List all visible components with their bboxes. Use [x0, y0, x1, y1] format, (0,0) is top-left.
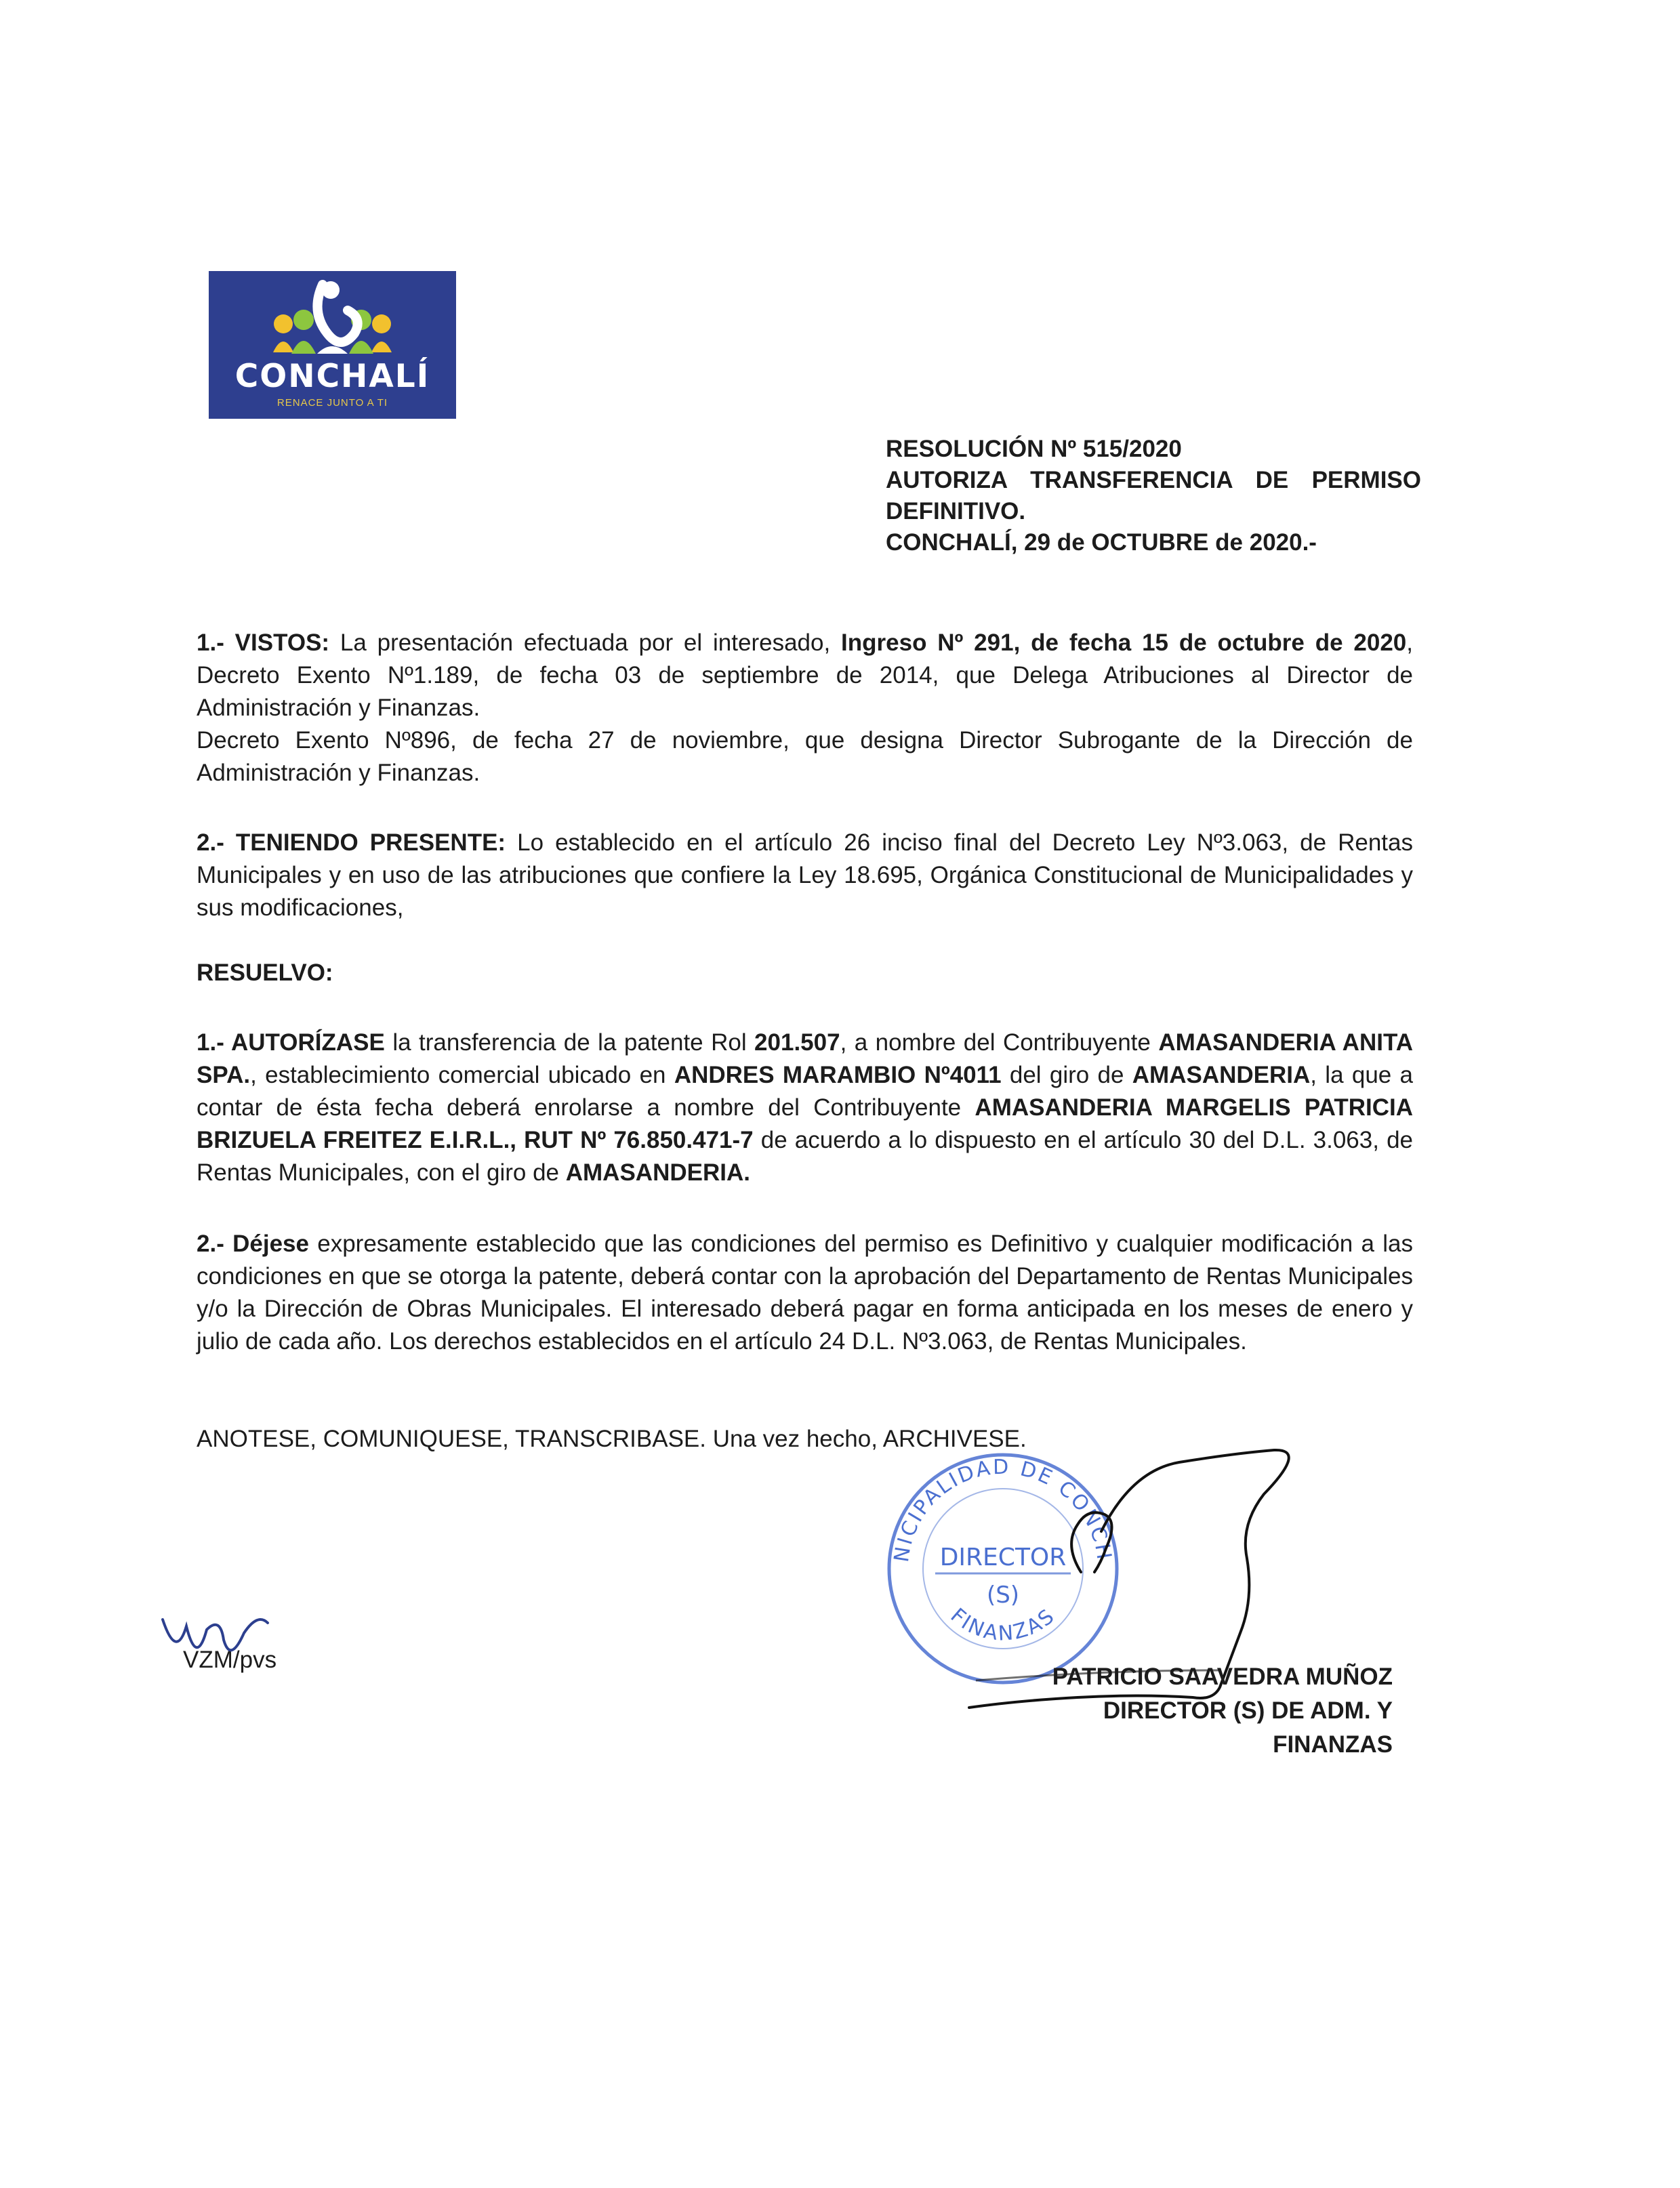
giro-destino: AMASANDERIA. [565, 1159, 750, 1186]
closing-line: ANOTESE, COMUNIQUESE, TRANSCRIBASE. Una vez hecho, ARCHIVESE. [197, 1426, 1027, 1452]
resolution-header [886, 434, 1421, 558]
signer-block [986, 1660, 1393, 1762]
section-vistos [197, 627, 1413, 789]
dejese-label: 2.- Déjese [197, 1231, 309, 1257]
contribuyente-destino: AMASANDERIA MARGELIS PATRICIA BRIZUELA FREITEZ E.I.R.L., RUT Nº 76.850.471-7 [197, 1094, 1413, 1153]
direccion-comercial: ANDRES MARAMBIO Nº4011 [674, 1062, 1002, 1088]
stamp-ring-text: NICIPALIDAD DE CONCH [889, 1455, 1116, 1564]
initials [183, 1647, 276, 1674]
dejese-text: expresamente establecido que las condiciones del permiso es Definitivo y cualquier modificación a las condiciones en que se otorga la patente, deberá contar con la aprobación del Departamento de Rentas Municipales y/o la Dirección de Obras Municipales. El interesado deberá pagar en forma anticipada en los meses de enero y julio de cada año. Los derechos establecidos en el artículo 24 D.L. Nº3.063, de Rentas Municipales. [197, 1231, 1413, 1355]
autorizase-text: , a nombre del Contribuyente [840, 1029, 1159, 1056]
logo-name: CONCHALÍ [234, 358, 430, 395]
autorizase-label: 1.- AUTORÍZASE [197, 1029, 385, 1056]
contribuyente-origen: AMASANDERIA ANITA SPA. [197, 1029, 1413, 1088]
teniendo-text: Lo establecido en el artículo 26 inciso final del Decreto Ley Nº3.063, de Rentas Municipales y en uso de las atribuciones que confiere la Ley 18.695, Orgánica Constitucional de Municipalidades y sus modificaciones, [197, 829, 1413, 921]
initials-text: VZM/pvs [183, 1647, 277, 1673]
vistos-text3: Decreto Exento Nº896, de fecha 27 de noviembre, que designa Director Subrogante de la Dirección de Administración y Finanzas. [197, 727, 1413, 786]
stamp-bottom-text: FINANZAS [945, 1603, 1061, 1646]
initials-scribble-icon [156, 1606, 271, 1680]
resuelvo-heading: RESUELVO: [197, 959, 333, 986]
logo-tagline: RENACE JUNTO A TI [276, 397, 388, 409]
conchali-logo [209, 271, 456, 419]
resolution-date: CONCHALÍ, 29 de OCTUBRE de 2020.- [886, 529, 1317, 556]
resolution-subject-cont: DEFINITIVO. [886, 498, 1026, 524]
autorizase-text: , establecimiento comercial ubicado en [250, 1062, 674, 1088]
teniendo-label: 2.- TENIENDO PRESENTE: [197, 829, 506, 856]
vistos-text2: , Decreto Exento Nº1.189, de fecha 03 de septiembre de 2014, que Delega Atribuciones al Director de Administración y Finanzas. [197, 629, 1413, 721]
vistos-label: 1.- VISTOS: [197, 629, 330, 656]
stamp-center-sub: (S) [986, 1582, 1020, 1609]
section-teniendo-presente [197, 827, 1413, 924]
giro-comercial: AMASANDERIA [1132, 1062, 1311, 1088]
vistos-text1: La presentación efectuada por el interesado, [329, 629, 842, 656]
autorizase-text: la transferencia de la patente Rol [384, 1029, 755, 1056]
patente-rol: 201.507 [754, 1029, 840, 1056]
section-autorizase [197, 1027, 1413, 1189]
stamp-center-title: DIRECTOR [939, 1544, 1067, 1571]
vistos-ingreso: Ingreso Nº 291, de fecha 15 de octubre de 2020 [841, 629, 1407, 656]
autorizase-text: del giro de [1001, 1062, 1132, 1088]
resolution-subject: AUTORIZA TRANSFERENCIA DE PERMISO [886, 467, 1421, 493]
section-dejese [197, 1228, 1413, 1358]
resolution-number: RESOLUCIÓN Nº 515/2020 [886, 436, 1182, 462]
autorizase-text: de acuerdo a lo dispuesto en el artículo 30 del D.L. 3.063, de Rentas Municipales, con el giro de [197, 1127, 1414, 1186]
autorizase-text: , la que a contar de ésta fecha deberá enrolarse a nombre del Contribuyente [197, 1062, 1414, 1121]
signer-title: DIRECTOR (S) DE ADM. Y FINANZAS [1103, 1697, 1393, 1758]
signer-name: PATRICIO SAAVEDRA MUÑOZ [1052, 1664, 1393, 1690]
